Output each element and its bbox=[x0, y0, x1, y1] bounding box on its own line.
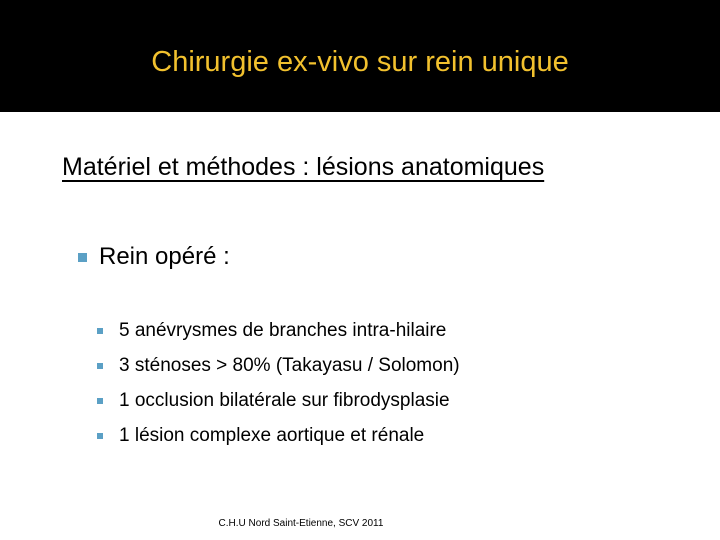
slide-subtitle: Matériel et méthodes : lésions anatomiques bbox=[62, 153, 545, 181]
main-bullet bbox=[78, 240, 230, 274]
small-square-bullet-icon bbox=[97, 328, 103, 334]
main-bullet-text: Rein opéré : bbox=[99, 243, 230, 270]
square-bullet-icon bbox=[78, 253, 87, 262]
sub-bullet-item bbox=[97, 313, 460, 348]
sub-bullet-text: 1 occlusion bilatérale sur fibrodysplasie bbox=[119, 389, 450, 411]
slide-footer: C.H.U Nord Saint-Etienne, SCV 2011 bbox=[218, 518, 384, 529]
sub-bullet-item bbox=[97, 418, 460, 453]
small-square-bullet-icon bbox=[97, 398, 103, 404]
sub-bullet-item bbox=[97, 348, 460, 383]
sub-bullet-text: 3 sténoses > 80% (Takayasu / Solomon) bbox=[119, 354, 460, 376]
sub-bullet-text: 5 anévrysmes de branches intra-hilaire bbox=[119, 319, 447, 341]
sub-bullet-item bbox=[97, 383, 460, 418]
small-square-bullet-icon bbox=[97, 433, 103, 439]
sub-bullet-text: 1 lésion complexe aortique et rénale bbox=[119, 424, 425, 446]
slide-title: Chirurgie ex-vivo sur rein unique bbox=[151, 46, 569, 78]
small-square-bullet-icon bbox=[97, 363, 103, 369]
sub-bullet-list bbox=[97, 313, 460, 453]
